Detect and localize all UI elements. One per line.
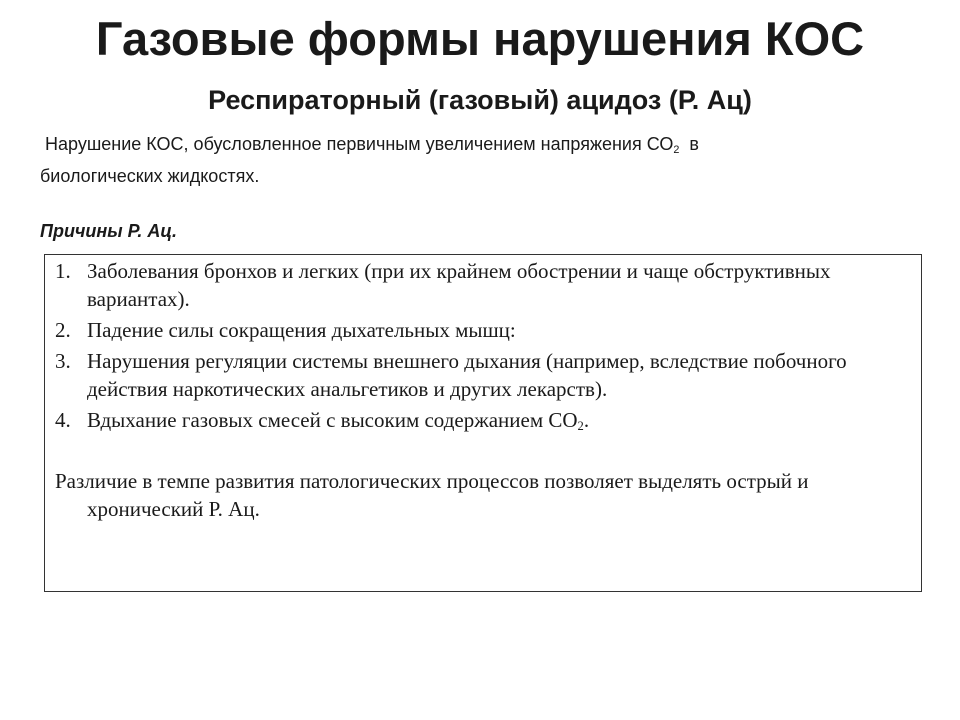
cause-number: 2. (55, 318, 71, 342)
definition-text (40, 128, 920, 192)
cause-item (55, 347, 905, 403)
causes-heading: Причины Р. Ац. (40, 221, 178, 241)
cause-number: 1. (55, 259, 71, 283)
conclusion-text: Различие в темпе развития патологических процессов позволяет выделять острый и хронический Р. Ац. (55, 469, 809, 521)
cause-text: Нарушения регуляции системы внешнего дыхания (например, вследствие побочного действия наркотических анальгетиков и других лекарств). (87, 349, 847, 401)
causes-box (44, 254, 922, 592)
cause-number: 4. (55, 408, 71, 432)
definition-line-1-suffix: в (679, 134, 699, 154)
cause-text: Вдыхание газовых смесей с высоким содержанием СО (87, 408, 578, 432)
cause-subscript: 2 (577, 419, 584, 433)
cause-text: Падение силы сокращения дыхательных мышц: (87, 318, 516, 342)
definition-line-2: биологических жидкостях. (40, 166, 260, 186)
cause-item (55, 316, 905, 344)
definition-subscript: 2 (673, 144, 680, 156)
cause-suffix: . (583, 408, 590, 432)
definition-line-1 (40, 128, 920, 160)
cause-item (55, 406, 905, 434)
cause-item (55, 257, 905, 313)
causes-list (55, 257, 905, 437)
slide-title: Газовые формы нарушения КОС (95, 12, 865, 65)
cause-text: Заболевания бронхов и легких (при их крайнем обострении и чаще обструктивных вариантах). (87, 259, 831, 311)
slide-subtitle: Респираторный (газовый) ацидоз (Р. Ац) (208, 85, 752, 115)
cause-number: 3. (55, 349, 71, 373)
definition-line-1-prefix: Нарушение КОС, обусловленное первичным увеличением напряжения СО (45, 134, 674, 154)
